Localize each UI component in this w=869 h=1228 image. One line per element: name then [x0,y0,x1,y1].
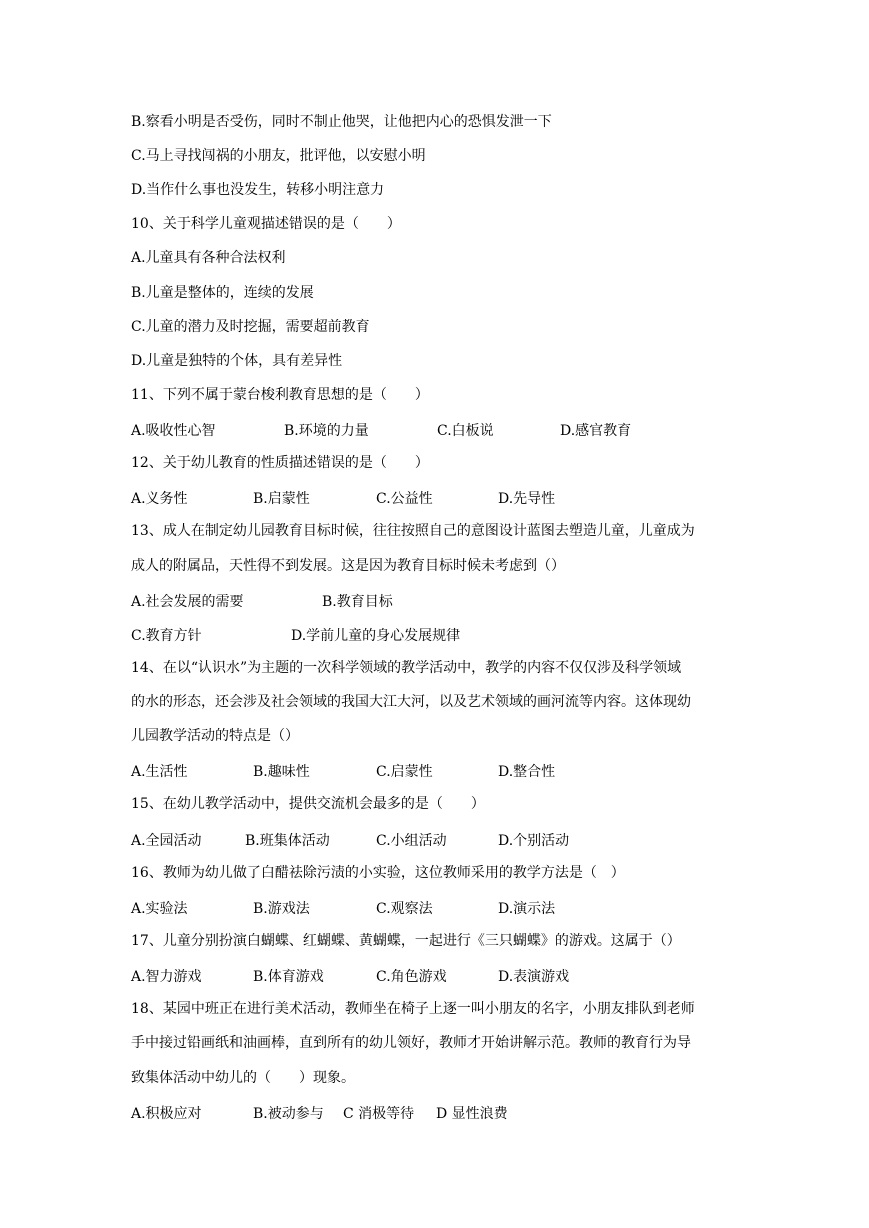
q14-stem-line1: 14、在以“认识水”为主题的一次科学领域的教学活动中，教学的内容不仅仅涉及科学领域 [131,660,682,676]
q12-option-c: C.公益性 [376,491,433,507]
q14-stem-line2: 的水的形态，还会涉及社会领域的我国大江大河，以及艺术领域的画河流等内容。这体现幼 [131,694,691,710]
q12-option-d: D.先导性 [498,491,556,507]
q10-option-a: A.儿童具有各种合法权利 [131,250,286,266]
q10-option-c: C.儿童的潜力及时挖掘，需要超前教育 [131,319,370,335]
q9-option-b: B.察看小明是否受伤，同时不制止他哭，让他把内心的恐惧发泄一下 [131,114,552,130]
q17-option-b: B.体育游戏 [253,969,324,985]
q13-stem-line2: 成人的附属品，天性得不到发展。这是因为教育目标时候未考虑到（） [131,558,565,574]
q12-option-a: A.义务性 [131,491,188,507]
q10-option-d: D.儿童是独特的个体，具有差异性 [131,353,343,369]
q11-stem: 11、下列不属于蒙台梭利教育思想的是（ ） [131,387,429,403]
q18-stem-line3: 致集体活动中幼儿的（ ）现象。 [131,1070,355,1086]
q13-option-d: D.学前儿童的身心发展规律 [291,628,461,644]
q13-option-c: C.教育方针 [131,628,202,644]
q10-option-b: B.儿童是整体的，连续的发展 [131,285,314,301]
q15-option-a: A.全园活动 [131,833,202,849]
q9-option-c: C.马上寻找闯祸的小朋友，批评他，以安慰小明 [131,148,426,164]
q15-option-b: B.班集体活动 [245,833,330,849]
q17-option-a: A.智力游戏 [131,969,202,985]
q17-option-c: C.角色游戏 [376,969,447,985]
q14-option-b: B.趣味性 [253,764,310,780]
q18-option-d: D 显性浪费 [436,1106,508,1122]
q18-stem-line1: 18、某园中班正在进行美术活动，教师坐在椅子上逐一叫小朋友的名字，小朋友排队到老师 [131,1001,695,1017]
q15-stem: 15、在幼儿教学活动中，提供交流机会最多的是（ ） [131,796,485,812]
q15-option-d: D.个别活动 [498,833,570,849]
q18-stem-line2: 手中接过铅画纸和油画棒，直到所有的幼儿领好，教师才开始讲解示范。教师的教育行为导 [131,1035,691,1051]
q14-stem-line3: 儿园教学活动的特点是（） [131,728,299,744]
q15-option-c: C.小组活动 [376,833,447,849]
q18-option-a: A.积极应对 [131,1106,202,1122]
q11-option-d: D.感官教育 [560,423,632,439]
q17-stem: 17、儿童分别扮演白蝴蝶、红蝴蝶、黄蝴蝶，一起进行《三只蝴蝶》的游戏。这属于（） [131,933,681,949]
q16-option-b: B.游戏法 [253,901,310,917]
q16-option-c: C.观察法 [376,901,433,917]
q13-stem-line1: 13、成人在制定幼儿园教育目标时候，往往按照自己的意图设计蓝图去塑造儿童，儿童成为 [131,523,695,539]
q12-option-b: B.启蒙性 [253,491,310,507]
q16-option-d: D.演示法 [498,901,556,917]
q11-option-a: A.吸收性心智 [131,423,216,439]
q14-option-c: C.启蒙性 [376,764,433,780]
q16-option-a: A.实验法 [131,901,188,917]
q13-option-b: B.教育目标 [322,594,393,610]
q11-option-b: B.环境的力量 [284,423,369,439]
q18-option-b: B.被动参与 [253,1106,324,1122]
q9-option-d: D.当作什么事也没发生，转移小明注意力 [131,182,385,198]
q13-option-a: A.社会发展的需要 [131,594,244,610]
q14-option-a: A.生活性 [131,764,188,780]
q14-option-d: D.整合性 [498,764,556,780]
q12-stem: 12、关于幼儿教育的性质描述错误的是（ ） [131,455,429,471]
q16-stem: 16、教师为幼儿做了白醋祛除污渍的小实验，这位教师采用的教学方法是（ ） [131,865,625,881]
q11-option-c: C.白板说 [437,423,494,439]
q18-option-c: C 消极等待 [343,1106,415,1122]
q10-stem: 10、关于科学儿童观描述错误的是（ ） [131,216,401,232]
q17-option-d: D.表演游戏 [498,969,570,985]
